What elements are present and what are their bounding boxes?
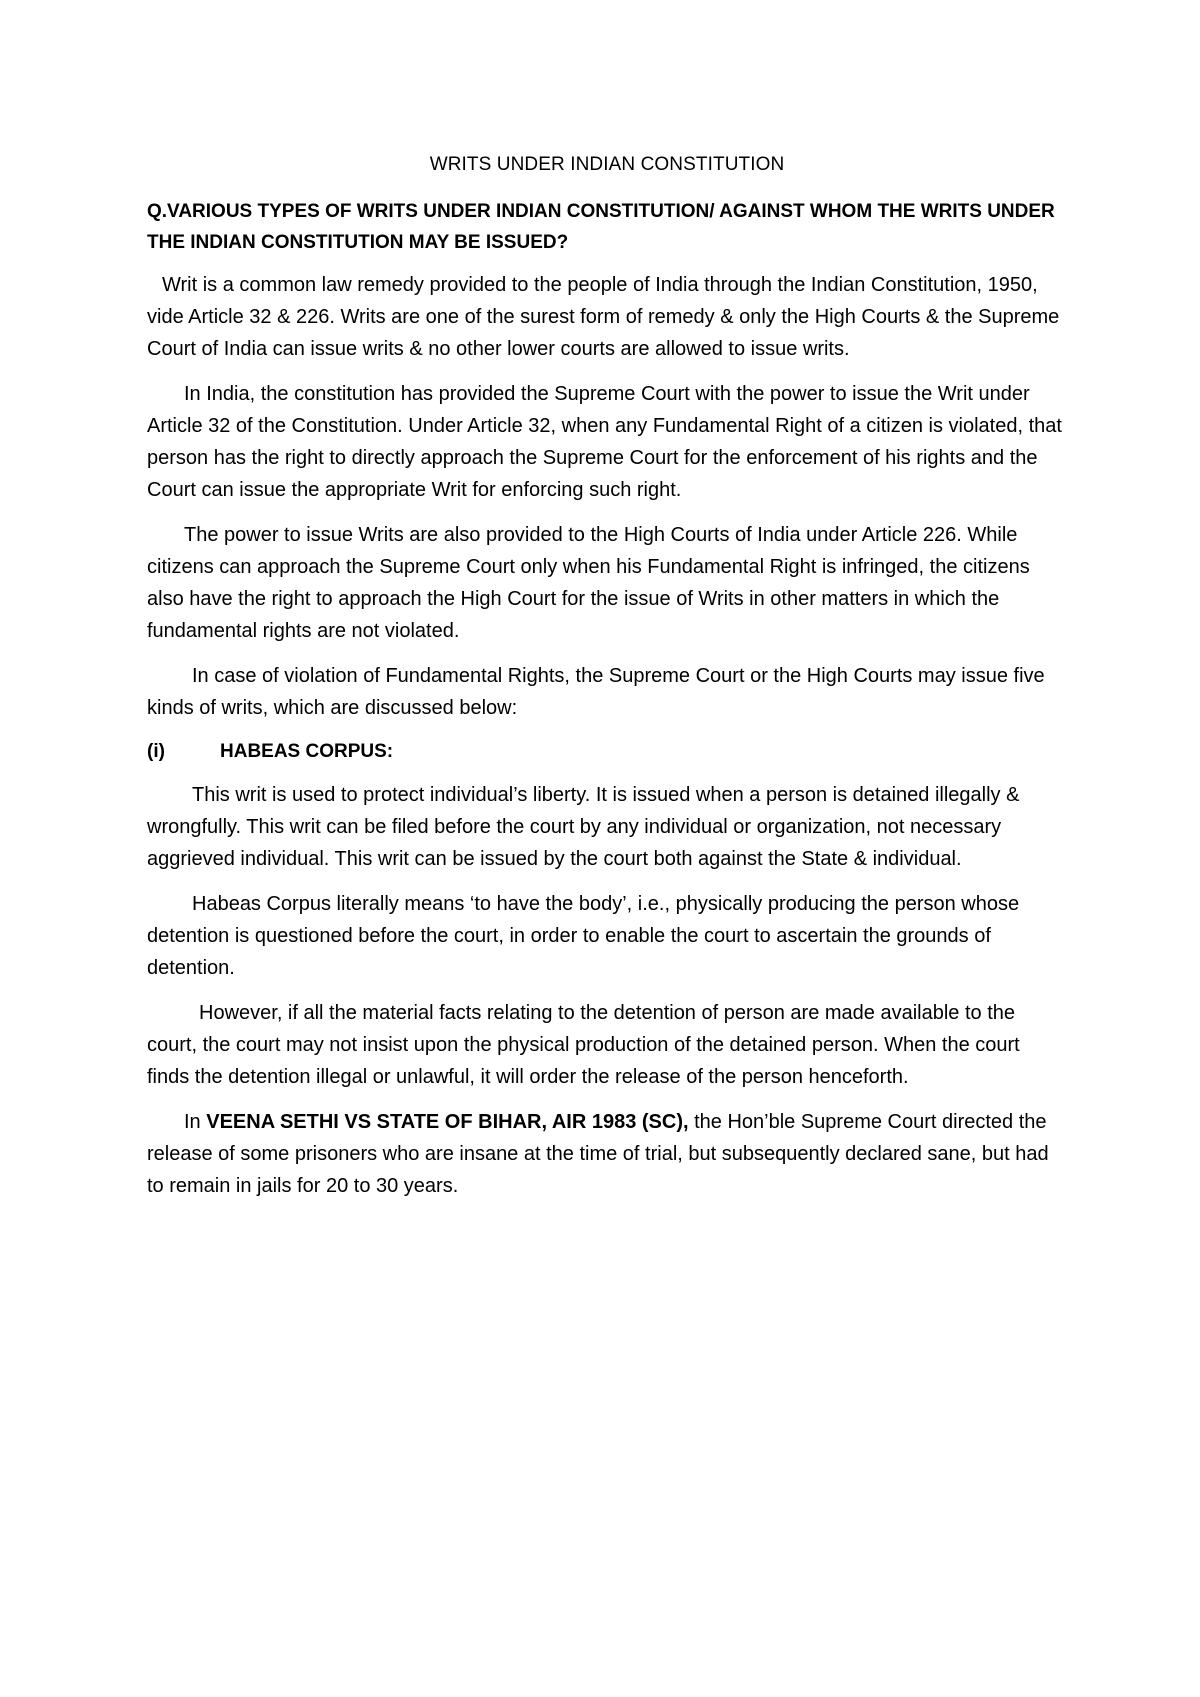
case-intro: In	[184, 1111, 207, 1133]
case-detail: the Hon’ble Supreme Court directed the release of some prisoners who are insane at the time of trial, but subsequently declared sane, but had to remain in jails for 20 to 30 years.	[147, 1111, 1049, 1197]
paragraph-supreme-court-power: In India, the constitution has provided the Supreme Court with the power to issue the Writ under Article 32 of the Constitution. Under Article 32, when any Fundamental Right of a citizen is violated, that person has the right to directly approach the Supreme Court for the enforcement of his rights and the Court can issue the appropriate Writ for enforcing such right.	[147, 383, 1062, 501]
section-title: HABEAS CORPUS:	[220, 741, 394, 762]
case-citation: VEENA SETHI VS STATE OF BIHAR, AIR 1983 (SC),	[206, 1111, 689, 1133]
document-page	[147, 130, 1067, 1215]
paragraph-case-law	[147, 1106, 1067, 1202]
paragraph-high-court-power: The power to issue Writs are also provided to the High Courts of India under Article 226. While citizens can approach the Supreme Court only when his Fundamental Right is infringed, the citizens also have the right to approach the High Court for the issue of Writs in other matters in which the fundamental rights are not violated.	[147, 524, 1030, 642]
section-number: (i)	[147, 741, 165, 762]
paragraph-five-kinds: In case of violation of Fundamental Rights, the Supreme Court or the High Courts may issue five kinds of writs, which are discussed below:	[147, 665, 1045, 719]
question-heading: Q.VARIOUS TYPES OF WRITS UNDER INDIAN CONSTITUTION/ AGAINST WHOM THE WRITS UNDER THE INDIAN CONSTITUTION MAY BE ISSUED?	[147, 201, 1055, 253]
paragraph-habeas-meaning: Habeas Corpus literally means ‘to have the body’, i.e., physically producing the person whose detention is questioned before the court, in order to enable the court to ascertain the grounds of detention.	[147, 893, 1020, 979]
document-title: WRITS UNDER INDIAN CONSTITUTION	[429, 154, 785, 175]
section-heading-habeas-corpus	[147, 737, 1067, 767]
paragraph-habeas-exception: However, if all the material facts relating to the detention of person are made available to the court, the court may not insist upon the physical production of the detained person. When the court finds the detention illegal or unlawful, it will order the release of the person henceforth.	[147, 1002, 1020, 1088]
paragraph-habeas-purpose: This writ is used to protect individual’s liberty. It is issued when a person is detained illegally & wrongfully. This writ can be filed before the court by any individual or organization, not necessary aggrieved individual. This writ can be issued by the court both against the State & individual.	[147, 784, 1020, 870]
paragraph-writ-definition: Writ is a common law remedy provided to the people of India through the Indian Constitution, 1950, vide Article 32 & 226. Writs are one of the surest form of remedy & only the High Courts & the Supreme Court of India can issue writs & no other lower courts are allowed to issue writs.	[147, 274, 1060, 360]
